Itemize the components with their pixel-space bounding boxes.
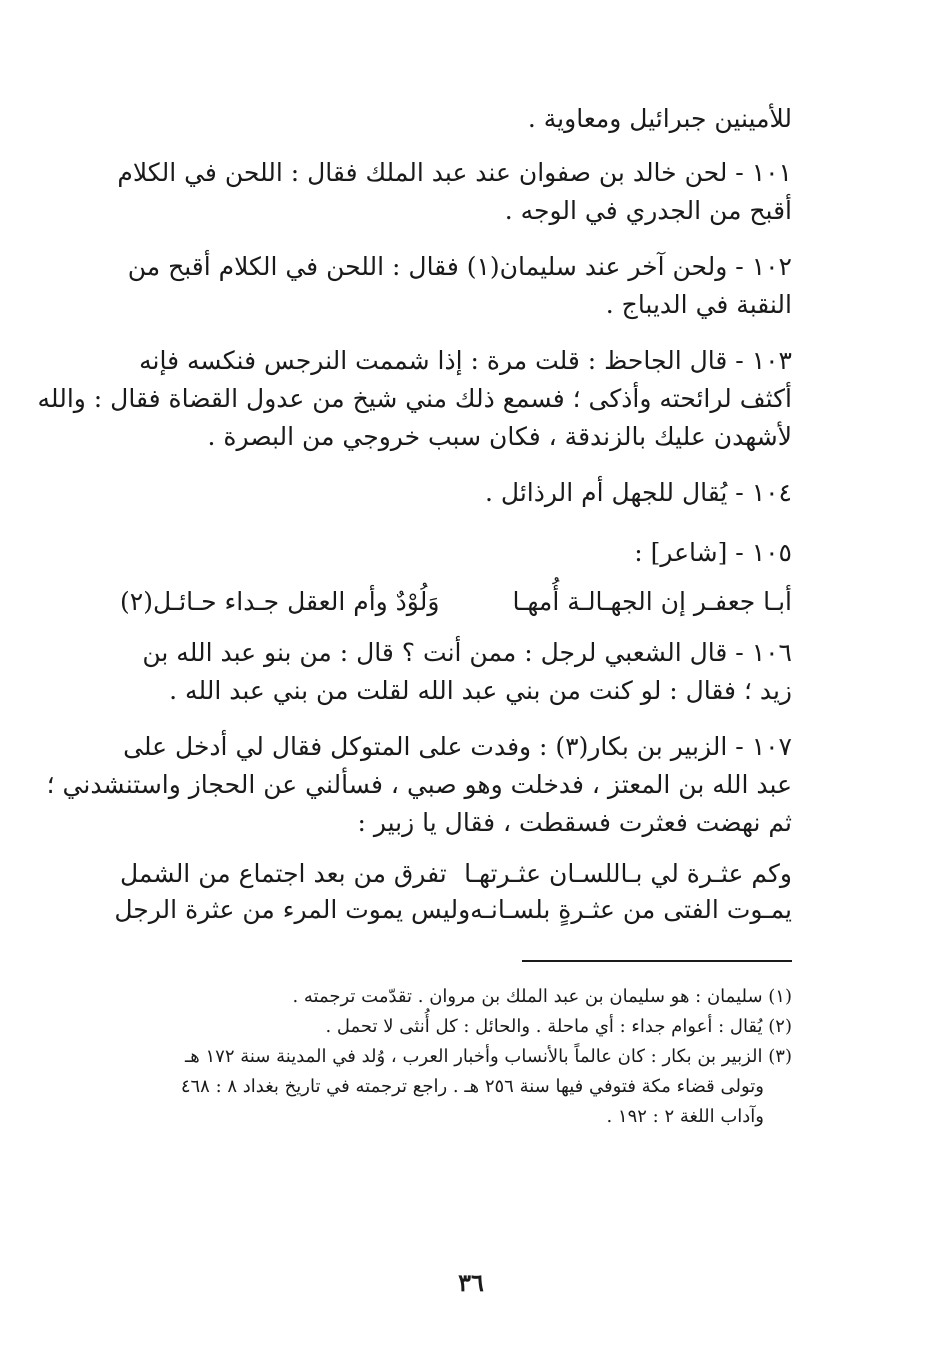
- entry-line: ثم نهضت فعثرت فسقطت ، فقال يا زبير :: [357, 808, 792, 837]
- entry-line: لأشهدن عليك بالزندقة ، فكان سبب خروجي من البصرة .: [207, 422, 792, 451]
- entry-103: [37, 342, 792, 456]
- footnote-1: (١) سليمان : هو سليمان بن عبد الملك بن مروان . تقدّمت ترجمته .: [292, 986, 792, 1007]
- entry-line: ١٠١ - لحن خالد بن صفوان عند عبد الملك فقال : اللحن في الكلام: [117, 158, 792, 187]
- verse-hemistich-right: يمـوت الفتى من عثـرةٍ بلسـانـه: [470, 895, 792, 924]
- entry-106: [90, 634, 792, 710]
- entry-line: أقبح من الجدري في الوجه .: [504, 196, 792, 225]
- entry-line: ١٠٣ - قال الجاحظ : قلت مرة : إذا شممت النرجس فنكسه فإنه: [139, 346, 792, 375]
- verse-hemistich-right: أبـا جعفـر إن الجهـالـة أُمهـا: [512, 587, 792, 616]
- entry-101: [90, 154, 792, 230]
- poem-couplet: [90, 856, 792, 892]
- entry-line: النقبة في الديباج .: [605, 290, 792, 319]
- verse-hemistich-left: وليس يموت المرء من عثرة الرجل: [114, 895, 471, 924]
- footnote-3-continuation: وآداب اللغة ٢ : ١٩٢ .: [606, 1106, 764, 1127]
- footnotes: [90, 982, 792, 1132]
- footnote-separator: [522, 960, 792, 962]
- entry-107: [46, 728, 792, 842]
- footnote-2: (٢) يُقال : أعوام جداء : أي ماحلة . والحائل : كل أُنثى لا تحمل .: [325, 1016, 792, 1037]
- page-number: ٣٦: [458, 1268, 484, 1297]
- entry-line: زيد ؛ فقال : لو كنت من بني عبد الله لقلت من بني عبد الله .: [169, 676, 792, 705]
- entry-104: [90, 474, 792, 512]
- footnote-3-continuation: وتولى قضاء مكة فتوفي فيها سنة ٢٥٦ هـ . راجع ترجمته في تاريخ بغداد ٨ : ٤٦٨: [180, 1076, 764, 1097]
- entry-line: ١٠٥ - [شاعر] :: [634, 538, 792, 567]
- entry-line: عبد الله بن المعتز ، فدخلت وهو صبي ، فسألني عن الحجاز واستنشدني ؛: [46, 770, 792, 799]
- poem-107: [90, 856, 792, 928]
- verse-hemistich-left: وَلُوْدٌ وأم العقل جـداء حـائـل(٢): [120, 587, 440, 616]
- verse-105: [90, 584, 792, 620]
- entry-102: [90, 248, 792, 324]
- entry-line: أكثف لرائحته وأذكى ؛ فسمع ذلك مني شيخ من عدول القضاة فقال : والله: [37, 384, 792, 413]
- entry-line: ١٠٤ - يُقال للجهل أم الرذائل .: [485, 478, 792, 507]
- entry-105: [90, 534, 792, 572]
- entry-line: ١٠٦ - قال الشعبي لرجل : ممن أنت ؟ قال : من بنو عبد الله بن: [142, 638, 792, 667]
- footnote-3: (٣) الزبير بن بكار : كان عالماً بالأنساب وأخبار العرب ، وُلد في المدينة سنة ١٧٢ هـ: [184, 1046, 792, 1067]
- entry-line: ١٠٧ - الزبير بن بكار(٣) : وفدت على المتوكل فقال لي أدخل على: [123, 732, 792, 761]
- entry-line: ١٠٢ - ولحن آخر عند سليمان(١) فقال : اللحن في الكلام أقبح من: [127, 252, 792, 281]
- verse-hemistich-left: تفرق من بعد اجتماع من الشمل: [120, 859, 447, 888]
- verse-hemistich-right: وكم عثـرة لي بـاللسـان عثـرتهـا: [464, 859, 792, 888]
- poem-couplet: [90, 892, 792, 928]
- intro-line: للأمينين جبرائيل ومعاوية .: [527, 104, 792, 133]
